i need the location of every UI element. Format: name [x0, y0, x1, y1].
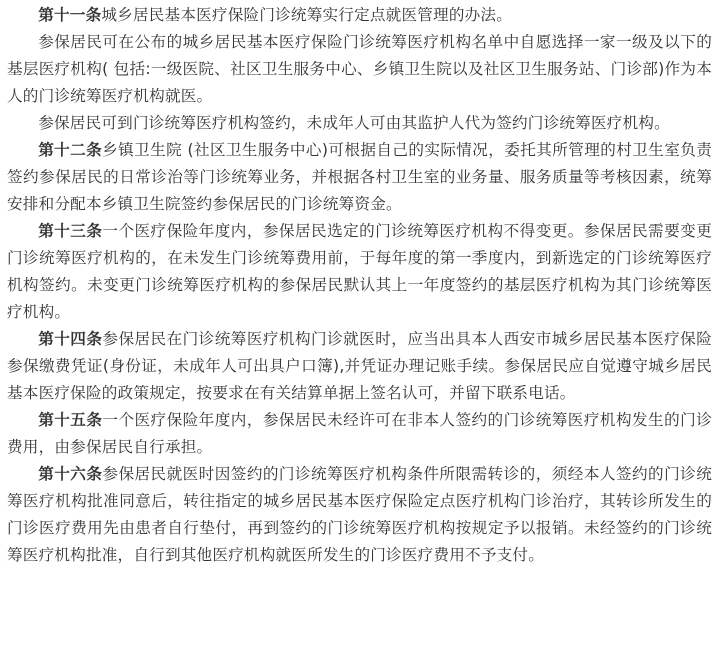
- article-11-heading: 第十一条: [38, 6, 102, 24]
- article-11-text-3: 参保居民可到门诊统筹医疗机构签约，未成年人可由其监护人代为签约门诊统筹医疗机构。: [38, 114, 670, 132]
- article-14-para: [7, 326, 712, 407]
- article-16-text: 参保居民就医时因签约的门诊统筹医疗机构条件所限需转诊的，须经本人签约的门诊统筹医疗机构批准同意后，转往指定的城乡居民基本医疗保险定点医疗机构门诊治疗，其转诊所发生的门诊医疗费用先由患者自行垫付，再到签约的门诊统筹医疗机构按规定予以报销。未经签约的门诊统筹医疗机构批准，自行到其他医疗机构就医所发生的门诊医疗费用不予支付。: [7, 465, 712, 564]
- article-11-para-2: [7, 29, 712, 110]
- article-12-text: 乡镇卫生院 (社区卫生服务中心)可根据自己的实际情况，委托其所管理的村卫生室负责签约参保居民的日常诊治等门诊统筹业务，并根据各村卫生室的业务量、服务质量等考核因素，统筹安排和分配本乡镇卫生院签约参保居民的门诊统筹资金。: [7, 141, 712, 213]
- article-13-para: [7, 218, 712, 326]
- article-14-text: 参保居民在门诊统筹医疗机构门诊就医时，应当出具本人西安市城乡居民基本医疗保险参保缴费凭证(身份证，未成年人可出具户口簿),并凭证办理记账手续。参保居民应自觉遵守城乡居民基本医疗保险的政策规定，按要求在有关结算单据上签名认可，并留下联系电话。: [7, 330, 712, 402]
- article-11-text-2: 参保居民可在公布的城乡居民基本医疗保险门诊统筹医疗机构名单中自愿选择一家一级及以下的基层医疗机构( 包括:一级医院、社区卫生服务中心、乡镇卫生院以及社区卫生服务站、门诊部)作为本人的门诊统筹医疗机构就医。: [7, 33, 712, 105]
- article-12-para: [7, 137, 712, 218]
- article-15-para: [7, 407, 712, 461]
- article-11-text-1: 城乡居民基本医疗保险门诊统筹实行定点就医管理的办法。: [101, 6, 513, 24]
- article-14-heading: 第十四条: [38, 330, 103, 348]
- article-11-para-1: [7, 2, 712, 29]
- article-13-text: 一个医疗保险年度内，参保居民选定的门诊统筹医疗机构不得变更。参保居民需要变更门诊统筹医疗机构的，在未发生门诊统筹费用前，于每年度的第一季度内，到新选定的门诊统筹医疗机构签约。未变更门诊统筹医疗机构的参保居民默认其上一年度签约的基层医疗机构为其门诊统筹医疗机构。: [7, 222, 712, 321]
- article-11-para-3: [7, 110, 712, 137]
- article-13-heading: 第十三条: [38, 222, 103, 240]
- article-15-heading: 第十五条: [38, 411, 103, 429]
- article-15-text: 一个医疗保险年度内，参保居民未经许可在非本人签约的门诊统筹医疗机构发生的门诊费用，由参保居民自行承担。: [7, 411, 712, 456]
- article-16-heading: 第十六条: [38, 465, 103, 483]
- article-16-para: [7, 461, 712, 569]
- article-12-heading: 第十二条: [38, 141, 103, 159]
